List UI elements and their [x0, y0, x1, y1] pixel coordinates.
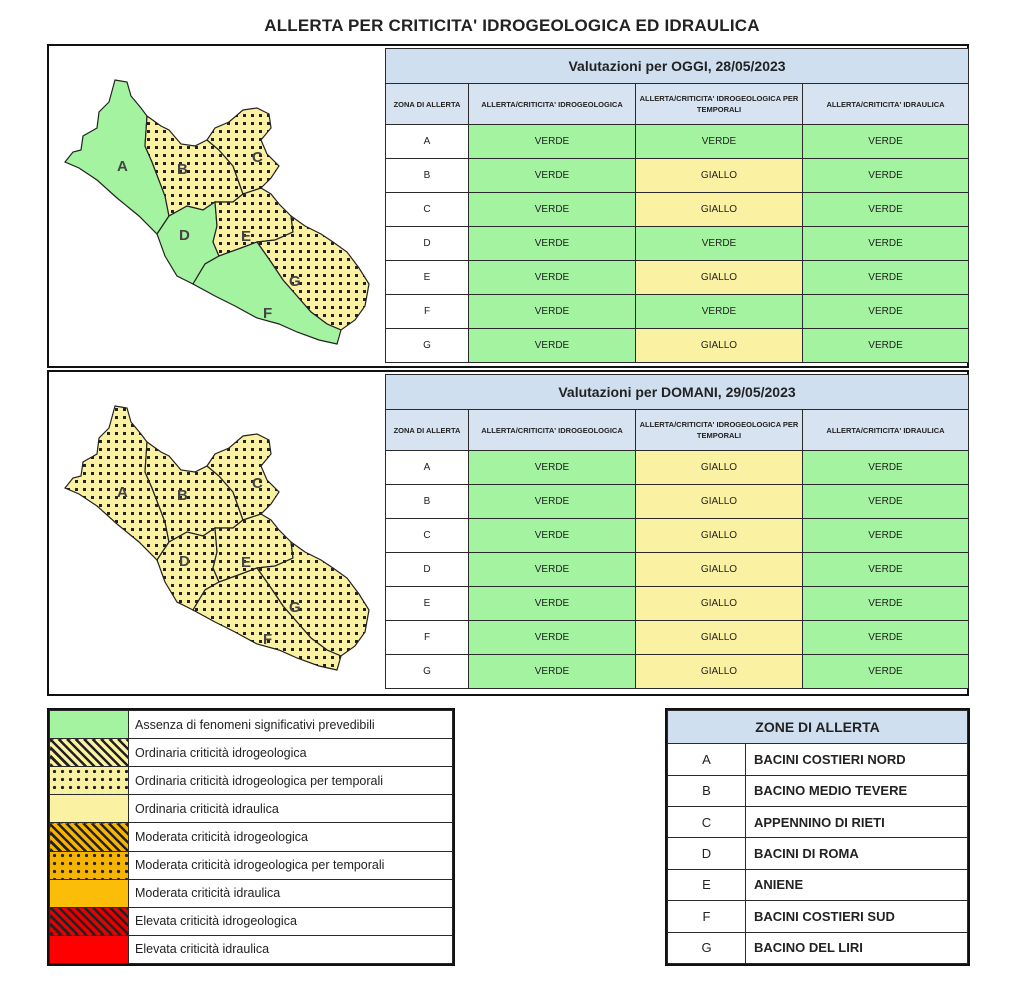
- col-temporali: ALLERTA/CRITICITA' IDROGEOLOGICA PER TEMPORALI: [636, 410, 803, 451]
- legend-item: [50, 795, 453, 823]
- map-label-c: C: [252, 475, 263, 492]
- idrogeologica-cell: VERDE: [469, 227, 636, 261]
- temporali-cell: GIALLO: [636, 655, 803, 689]
- legend-label: Ordinaria criticità idrogeologica per temporali: [129, 767, 453, 795]
- tomorrow-rows: [386, 451, 969, 689]
- zone-cell: G: [386, 329, 469, 363]
- zone-cell: A: [386, 451, 469, 485]
- map-label-a: A: [117, 158, 128, 175]
- col-zone: ZONA DI ALLERTA: [386, 410, 469, 451]
- legend-label: Ordinaria criticità idrogeologica: [129, 739, 453, 767]
- idraulica-cell: VERDE: [803, 621, 969, 655]
- zone-row: [668, 901, 968, 932]
- temporali-cell: GIALLO: [636, 451, 803, 485]
- table-row: [386, 553, 969, 587]
- zone-name: BACINI COSTIERI SUD: [746, 901, 968, 932]
- zones-table: [665, 708, 970, 966]
- map-label-b: B: [177, 161, 188, 178]
- map-label-a: A: [117, 484, 128, 501]
- legend-swatch: [50, 739, 129, 767]
- idrogeologica-cell: VERDE: [469, 485, 636, 519]
- map-label-f: F: [263, 631, 273, 648]
- legend-swatch: [50, 767, 129, 795]
- legend-label: Moderata criticità idrogeologica per temporali: [129, 851, 453, 879]
- map-label-g: G: [289, 599, 301, 616]
- zone-row: [668, 806, 968, 837]
- zone-row: [668, 775, 968, 806]
- temporali-cell: GIALLO: [636, 193, 803, 227]
- table-row: [386, 451, 969, 485]
- today-rows: [386, 125, 969, 363]
- zone-letter: B: [668, 775, 746, 806]
- legend-label: Moderata criticità idraulica: [129, 879, 453, 907]
- zone-name: BACINI DI ROMA: [746, 838, 968, 869]
- idraulica-cell: VERDE: [803, 329, 969, 363]
- idrogeologica-cell: VERDE: [469, 295, 636, 329]
- zone-cell: G: [386, 655, 469, 689]
- zone-cell: E: [386, 587, 469, 621]
- legend-item: [50, 823, 453, 851]
- zone-cell: B: [386, 485, 469, 519]
- zone-name: BACINO MEDIO TEVERE: [746, 775, 968, 806]
- idraulica-cell: VERDE: [803, 261, 969, 295]
- idrogeologica-cell: VERDE: [469, 519, 636, 553]
- tomorrow-table: [385, 374, 968, 689]
- zone-cell: B: [386, 159, 469, 193]
- zone-letter: G: [668, 932, 746, 963]
- legend-swatch: [50, 795, 129, 823]
- col-idraulica: ALLERTA/CRITICITA' IDRAULICA: [803, 84, 969, 125]
- temporali-cell: VERDE: [636, 125, 803, 159]
- today-table: [385, 48, 968, 363]
- today-map: [57, 56, 381, 356]
- today-panel: [47, 44, 969, 368]
- map-label-c: C: [252, 149, 263, 166]
- table-row: [386, 519, 969, 553]
- temporali-cell: GIALLO: [636, 329, 803, 363]
- table-row: [386, 655, 969, 689]
- zone-row: [668, 744, 968, 775]
- zone-row: [668, 869, 968, 900]
- idrogeologica-cell: VERDE: [469, 125, 636, 159]
- legend-swatch: [50, 851, 129, 879]
- zone-letter: C: [668, 806, 746, 837]
- col-temporali: ALLERTA/CRITICITA' IDROGEOLOGICA PER TEMPORALI: [636, 84, 803, 125]
- temporali-cell: GIALLO: [636, 587, 803, 621]
- table-row: [386, 125, 969, 159]
- legend-swatch: [50, 935, 129, 963]
- idraulica-cell: VERDE: [803, 451, 969, 485]
- temporali-cell: GIALLO: [636, 519, 803, 553]
- zone-name: ANIENE: [746, 869, 968, 900]
- idrogeologica-cell: VERDE: [469, 261, 636, 295]
- col-idraulica: ALLERTA/CRITICITA' IDRAULICA: [803, 410, 969, 451]
- temporali-cell: GIALLO: [636, 553, 803, 587]
- legend-swatch: [50, 879, 129, 907]
- zone-name: BACINO DEL LIRI: [746, 932, 968, 963]
- legend-swatch: [50, 711, 129, 739]
- tomorrow-heading: Valutazioni per DOMANI, 29/05/2023: [386, 375, 969, 410]
- idraulica-cell: VERDE: [803, 125, 969, 159]
- zone-row: [668, 838, 968, 869]
- col-zone: ZONA DI ALLERTA: [386, 84, 469, 125]
- zones-heading: ZONE DI ALLERTA: [668, 711, 968, 744]
- zone-cell: D: [386, 553, 469, 587]
- table-row: [386, 295, 969, 329]
- idrogeologica-cell: VERDE: [469, 655, 636, 689]
- zone-row: [668, 932, 968, 963]
- zones-rows: [668, 744, 968, 964]
- idrogeologica-cell: VERDE: [469, 193, 636, 227]
- table-row: [386, 587, 969, 621]
- table-row: [386, 159, 969, 193]
- legend-label: Moderata criticità idrogeologica: [129, 823, 453, 851]
- temporali-cell: GIALLO: [636, 261, 803, 295]
- legend-label: Elevata criticità idrogeologica: [129, 907, 453, 935]
- zone-cell: F: [386, 295, 469, 329]
- table-row: [386, 329, 969, 363]
- temporali-cell: VERDE: [636, 295, 803, 329]
- zone-name: APPENNINO DI RIETI: [746, 806, 968, 837]
- zone-letter: E: [668, 869, 746, 900]
- map-label-b: B: [177, 487, 188, 504]
- legend-label: Ordinaria criticità idraulica: [129, 795, 453, 823]
- idraulica-cell: VERDE: [803, 519, 969, 553]
- page-title: ALLERTA PER CRITICITA' IDROGEOLOGICA ED IDRAULICA: [264, 16, 760, 35]
- legend-label: Assenza di fenomeni significativi prevedibili: [129, 711, 453, 739]
- table-row: [386, 261, 969, 295]
- idrogeologica-cell: VERDE: [469, 451, 636, 485]
- zone-letter: D: [668, 838, 746, 869]
- map-label-e: E: [241, 554, 252, 571]
- today-heading: Valutazioni per OGGI, 28/05/2023: [386, 49, 969, 84]
- legend-item: [50, 879, 453, 907]
- map-label-d: D: [179, 227, 190, 244]
- legend-item: [50, 739, 453, 767]
- legend-swatch: [50, 907, 129, 935]
- table-row: [386, 227, 969, 261]
- temporali-cell: GIALLO: [636, 159, 803, 193]
- legend-label: Elevata criticità idraulica: [129, 935, 453, 963]
- temporali-cell: VERDE: [636, 227, 803, 261]
- zone-cell: C: [386, 519, 469, 553]
- map-label-e: E: [241, 228, 252, 245]
- col-idrogeologica: ALLERTA/CRITICITA' IDROGEOLOGICA: [469, 84, 636, 125]
- idraulica-cell: VERDE: [803, 587, 969, 621]
- idrogeologica-cell: VERDE: [469, 553, 636, 587]
- legend-swatch: [50, 823, 129, 851]
- table-row: [386, 485, 969, 519]
- idrogeologica-cell: VERDE: [469, 621, 636, 655]
- idraulica-cell: VERDE: [803, 655, 969, 689]
- zone-letter: F: [668, 901, 746, 932]
- legend-item: [50, 767, 453, 795]
- zone-cell: E: [386, 261, 469, 295]
- zone-cell: C: [386, 193, 469, 227]
- idrogeologica-cell: VERDE: [469, 587, 636, 621]
- legend-item: [50, 907, 453, 935]
- table-row: [386, 193, 969, 227]
- temporali-cell: GIALLO: [636, 621, 803, 655]
- tomorrow-panel: [47, 370, 969, 696]
- zone-name: BACINI COSTIERI NORD: [746, 744, 968, 775]
- zone-cell: F: [386, 621, 469, 655]
- zone-cell: A: [386, 125, 469, 159]
- temporali-cell: GIALLO: [636, 485, 803, 519]
- zone-cell: D: [386, 227, 469, 261]
- table-row: [386, 621, 969, 655]
- idraulica-cell: VERDE: [803, 295, 969, 329]
- legend: [47, 708, 455, 966]
- legend-item: [50, 851, 453, 879]
- map-label-d: D: [179, 553, 190, 570]
- tomorrow-map: [57, 382, 381, 682]
- map-label-f: F: [263, 305, 273, 322]
- idraulica-cell: VERDE: [803, 159, 969, 193]
- zone-letter: A: [668, 744, 746, 775]
- legend-item: [50, 711, 453, 739]
- legend-item: [50, 935, 453, 963]
- idraulica-cell: VERDE: [803, 553, 969, 587]
- idraulica-cell: VERDE: [803, 227, 969, 261]
- col-idrogeologica: ALLERTA/CRITICITA' IDROGEOLOGICA: [469, 410, 636, 451]
- legend-rows: [50, 711, 453, 964]
- map-label-g: G: [289, 273, 301, 290]
- idraulica-cell: VERDE: [803, 193, 969, 227]
- idraulica-cell: VERDE: [803, 485, 969, 519]
- idrogeologica-cell: VERDE: [469, 329, 636, 363]
- idrogeologica-cell: VERDE: [469, 159, 636, 193]
